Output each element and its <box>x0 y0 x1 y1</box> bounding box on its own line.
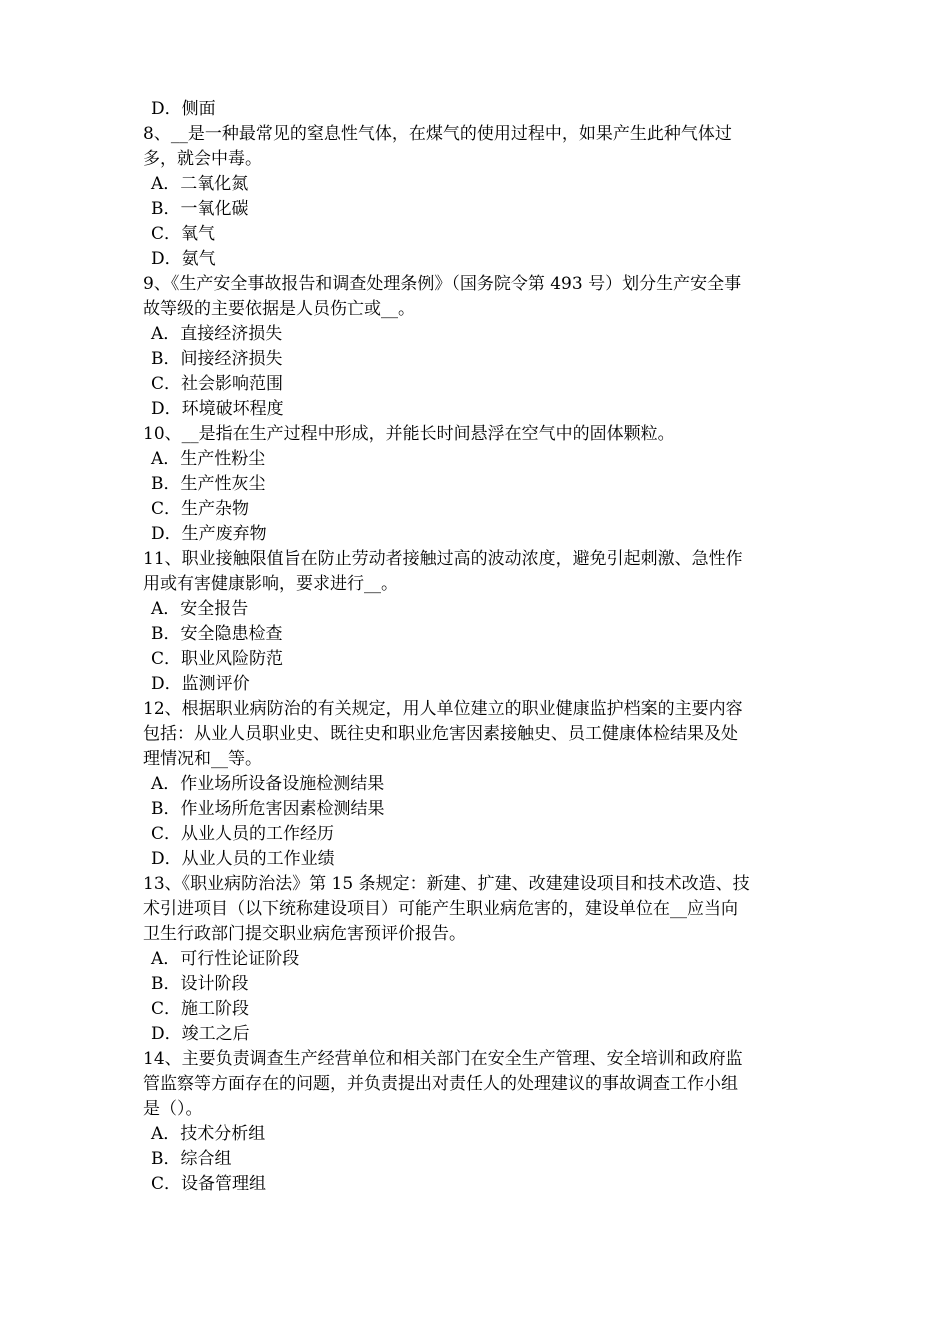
answer-option-line: B．一氧化碳 <box>151 199 249 219</box>
question-text-line: 13、《职业病防治法》第 15 条规定：新建、扩建、改建建设项目和技术改造、技 <box>143 874 750 894</box>
question-text-line: 9、《生产安全事故报告和调查处理条例》（国务院令第 493 号）划分生产安全事 <box>143 274 742 294</box>
answer-option-line: A．可行性论证阶段 <box>151 949 300 969</box>
answer-option-line: B．间接经济损失 <box>151 349 283 369</box>
answer-option-line: C．生产杂物 <box>151 499 250 519</box>
question-text-line: 14、主要负责调查生产经营单位和相关部门在安全生产管理、安全培训和政府监 <box>143 1049 743 1069</box>
answer-option-line: D．侧面 <box>151 99 216 119</box>
answer-option-line: C．施工阶段 <box>151 999 250 1019</box>
question-text-line: 11、职业接触限值旨在防止劳动者接触过高的波动浓度，避免引起刺激、急性作 <box>143 549 743 569</box>
question-text-line: 术引进项目（以下统称建设项目）可能产生职业病危害的，建设单位在__应当向 <box>143 899 738 919</box>
question-text-line: 用或有害健康影响，要求进行__。 <box>143 574 398 594</box>
question-text-line: 12、根据职业病防治的有关规定，用人单位建立的职业健康监护档案的主要内容 <box>143 699 743 719</box>
answer-option-line: D．氨气 <box>151 249 216 269</box>
document-page <box>143 97 813 1197</box>
question-text-line: 8、__是一种最常见的窒息性气体，在煤气的使用过程中，如果产生此种气体过 <box>143 124 732 144</box>
answer-option-line: A．安全报告 <box>151 599 249 619</box>
question-text-line: 是（）。 <box>143 1099 203 1119</box>
answer-option-line: B．作业场所危害因素检测结果 <box>151 799 385 819</box>
answer-option-line: A．技术分析组 <box>151 1124 266 1144</box>
answer-option-line: C．职业风险防范 <box>151 649 284 669</box>
answer-option-line: C．社会影响范围 <box>151 374 284 394</box>
answer-option-line: A．直接经济损失 <box>151 324 283 344</box>
question-text-line: 管监察等方面存在的问题，并负责提出对责任人的处理建议的事故调查工作小组 <box>143 1074 738 1094</box>
question-text-line: 多，就会中毒。 <box>143 149 262 169</box>
answer-option-line: D．生产废弃物 <box>151 524 267 544</box>
answer-option-line: C．从业人员的工作经历 <box>151 824 335 844</box>
answer-option-line: A．作业场所设备设施检测结果 <box>151 774 385 794</box>
answer-option-line: D．从业人员的工作业绩 <box>151 849 335 869</box>
answer-option-line: D．竣工之后 <box>151 1024 250 1044</box>
question-text-line: 理情况和__等。 <box>143 749 262 769</box>
question-text-line: 故等级的主要依据是人员伤亡或__。 <box>143 299 415 319</box>
question-text-line: 包括：从业人员职业史、既往史和职业危害因素接触史、员工健康体检结果及处 <box>143 724 738 744</box>
answer-option-line: B．设计阶段 <box>151 974 249 994</box>
answer-option-line: C．氧气 <box>151 224 216 244</box>
answer-option-line: D．监测评价 <box>151 674 250 694</box>
answer-option-line: B．安全隐患检查 <box>151 624 283 644</box>
answer-option-line: B．生产性灰尘 <box>151 474 266 494</box>
answer-option-line: C．设备管理组 <box>151 1174 267 1194</box>
question-text-line: 10、__是指在生产过程中形成，并能长时间悬浮在空气中的固体颗粒。 <box>143 424 675 444</box>
answer-option-line: D．环境破坏程度 <box>151 399 284 419</box>
answer-option-line: B．综合组 <box>151 1149 232 1169</box>
answer-option-line: A．生产性粉尘 <box>151 449 266 469</box>
question-text-line: 卫生行政部门提交职业病危害预评价报告。 <box>143 924 466 944</box>
answer-option-line: A．二氧化氮 <box>151 174 249 194</box>
